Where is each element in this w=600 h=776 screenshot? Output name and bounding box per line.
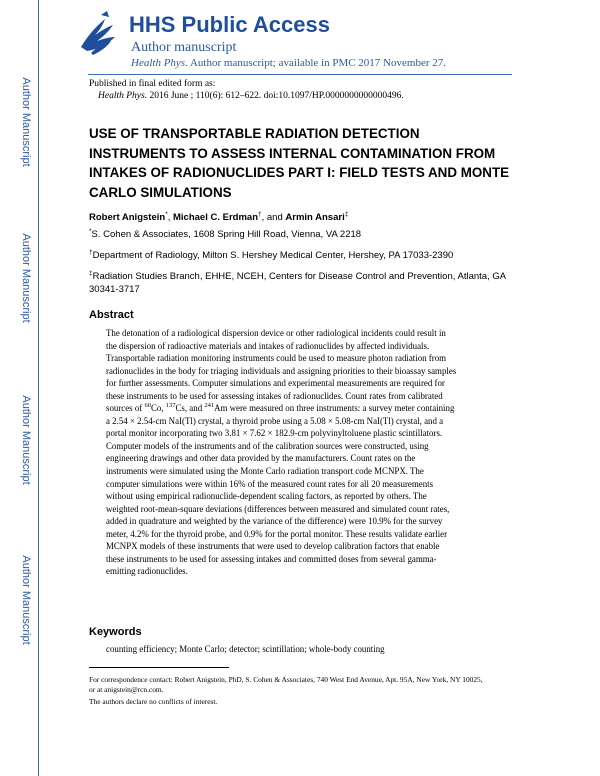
journal-name: Health Phys. — [131, 57, 188, 69]
availability-line — [131, 57, 446, 70]
author-name: Michael C. Erdman — [173, 212, 258, 223]
conflicts-footnote: The authors declare no conflicts of interest. — [89, 697, 218, 706]
affiliation-text: Department of Radiology, Milton S. Hershey Medical Center, Hershey, PA 17033-2390 — [92, 250, 454, 261]
isotope-element: Cs, and — [175, 403, 205, 414]
article-title: USE OF TRANSPORTABLE RADIATION DETECTION INSTRUMENTS TO ASSESS INTERNAL CONTAMINATION FROM INTAKES OF RADIONUCLIDES PART I: FIELD TESTS AND MONTE CARLO SIMULATIONS — [89, 126, 510, 200]
hhs-eagle-logo-icon — [73, 7, 125, 59]
published-label: Published in final edited form as: — [89, 79, 216, 89]
sidebar-divider — [38, 0, 39, 776]
author-separator: , — [167, 212, 173, 223]
side-label-author-manuscript: Author Manuscript — [20, 395, 32, 485]
isotope-mass: 241 — [204, 402, 215, 410]
author-mark: ‡ — [344, 210, 349, 218]
author-name: Armin Ansari — [285, 212, 345, 223]
isotope-mass: 60 — [144, 402, 151, 410]
author-mark: * — [165, 210, 168, 218]
author-name: Robert Anigstein — [89, 212, 166, 223]
affiliation — [89, 228, 519, 241]
affiliation-text: Radiation Studies Branch, EHHE, NCEH, Centers for Disease Control and Prevention, Atlanta, GA 30341-3717 — [89, 271, 506, 295]
correspondence-footnote: For correspondence contact: Robert Anigstein, PhD, S. Cohen & Associates, 740 West End Avenue, Apt. 95A, New York, NY 10025, or at anigstein@rcn.com. — [89, 675, 483, 694]
citation-line — [98, 90, 404, 102]
abstract-heading: Abstract — [89, 309, 134, 321]
isotope-element: Am — [214, 403, 228, 414]
citation-journal: Health Phys. — [98, 91, 148, 101]
abstract-text: The detonation of a radiological dispersion device or other radiological incidents could result in the dispersion of radioactive materials and intakes of radionuclides by affected individuals. Transportable radiation monitoring instruments could be used to measure photon radiation from radionuclides in the body for triaging individuals and assigning priorities to their bioassay samples for further assessments. Computer simulations and experimental measurements are required for these instruments to be used for assessing intakes of radionuclides. Count rates from calibrated sources of — [106, 328, 457, 414]
side-label-author-manuscript: Author Manuscript — [20, 77, 32, 167]
author-mark: † — [258, 210, 262, 218]
keywords-heading: Keywords — [89, 626, 142, 638]
header-divider — [88, 74, 512, 75]
side-label-author-manuscript: Author Manuscript — [20, 555, 32, 645]
affiliation-mark: † — [89, 248, 93, 256]
availability-text: Author manuscript; available in PMC 2017 November 27. — [187, 57, 446, 69]
author-separator: , and — [261, 212, 286, 223]
affiliation-text: S. Cohen & Associates, 1608 Spring Hill Road, Vienna, VA 2218 — [91, 229, 362, 240]
citation-details: 2016 June ; 110(6): 612–622. doi:10.1097/HP.0000000000000496. — [147, 91, 404, 101]
footnote-divider — [89, 667, 229, 668]
abstract-body — [106, 327, 516, 578]
author-manuscript-subtitle: Author manuscript — [131, 40, 237, 55]
keywords-text: counting efficiency; Monte Carlo; detector; scintillation; whole-body counting — [106, 644, 385, 654]
side-label-author-manuscript: Author Manuscript — [20, 233, 32, 323]
abstract-text: were measured on three instruments: a survey meter containing a 2.54 × 2.54-cm NaI(Tl) crystal, a thyroid probe using a 5.08 × 5.08-cm NaI(Tl) crystal, and a portal monitor incorporating two 3.81 × 7.62 × 182.9-cm polyvinyltoluene plastic scintillators. Computer models of the instruments and of the calibration sources were constructed, using engineering drawings and other data provided by the manufacturers. Count rates on the instruments were simulated using the Monte Carlo radiation transport code MCNPX. The computer simulations were within 16% of the measured count rates for all 20 measurements without using empirical radionuclide-dependent scaling factors, as reported by others. The weighted root-mean-square deviations (differences between measured and simulated count rates, added in quadrature and weighted by the variance of the difference) were 10.9% for the survey meter, 4.2% for the thyroid probe, and 0.9% for the portal monitor. These results validate earlier MCNPX models of these instruments that were used to develop calibration factors that enable these instruments to be used for assessing intakes and committed doses from several gamma- emitting radionuclides. — [106, 403, 455, 577]
affiliation-mark: ‡ — [89, 269, 93, 277]
author-list — [89, 212, 348, 224]
affiliation — [89, 270, 519, 296]
hhs-public-access-title: HHS Public Access — [129, 12, 330, 37]
affiliation — [89, 249, 519, 262]
isotope-mass: 137 — [165, 402, 176, 410]
affiliation-mark: * — [89, 227, 92, 235]
isotope-element: Co, — [150, 403, 166, 414]
